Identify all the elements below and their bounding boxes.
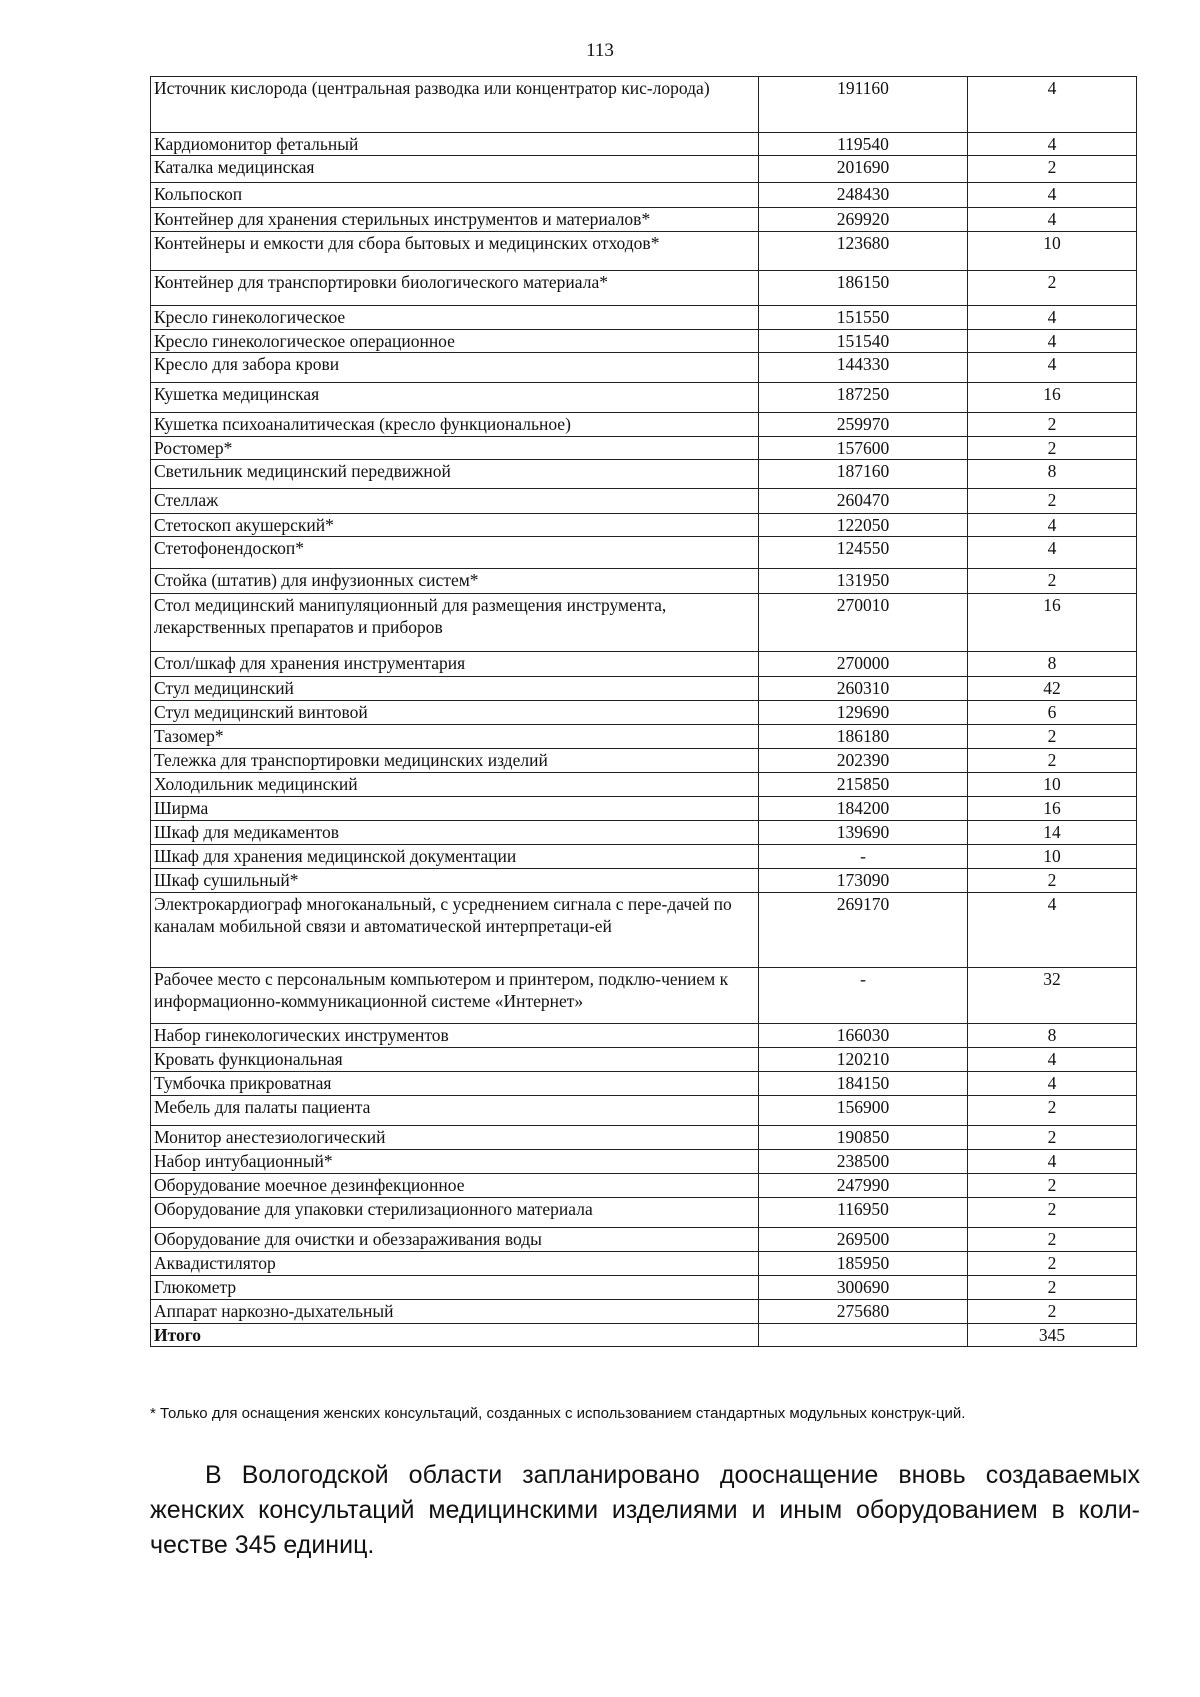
cell-name: Набор гинекологических инструментов xyxy=(151,1024,759,1048)
cell-qty: 2 xyxy=(968,725,1137,749)
cell-code: 300690 xyxy=(759,1276,968,1300)
cell-code: 269920 xyxy=(759,208,968,232)
cell-qty: 2 xyxy=(968,1174,1137,1198)
footnote: * Только для оснащения женских консультаций, созданных с использованием стандартных модульных конструк-ций. xyxy=(150,1405,966,1422)
cell-qty: 2 xyxy=(968,1096,1137,1126)
cell-name: Кушетка психоаналитическая (кресло функциональное) xyxy=(151,413,759,437)
cell-name: Кардиомонитор фетальный xyxy=(151,133,759,156)
cell-qty: 2 xyxy=(968,437,1137,460)
cell-code: 269500 xyxy=(759,1228,968,1252)
cell-qty: 4 xyxy=(968,183,1137,208)
cell-qty: 2 xyxy=(968,1126,1137,1150)
table-row xyxy=(151,306,1137,330)
cell-name: Стеллаж xyxy=(151,489,759,514)
table-row xyxy=(151,77,1137,133)
cell-code: 260470 xyxy=(759,489,968,514)
cell-name: Источник кислорода (центральная разводка или концентратор кис-лорода) xyxy=(151,77,759,133)
cell-code: 157600 xyxy=(759,437,968,460)
cell-code: 144330 xyxy=(759,353,968,383)
table-row xyxy=(151,537,1137,569)
cell-qty: 2 xyxy=(968,1276,1137,1300)
table-row xyxy=(151,869,1137,893)
cell-qty: 14 xyxy=(968,821,1137,845)
cell-name: Кресло гинекологическое xyxy=(151,306,759,330)
cell-name: Шкаф для медикаментов xyxy=(151,821,759,845)
table-row xyxy=(151,773,1137,797)
cell-qty: 32 xyxy=(968,968,1137,1024)
table-row xyxy=(151,594,1137,652)
cell-code: 116950 xyxy=(759,1198,968,1228)
equipment-table-body xyxy=(151,77,1137,1347)
cell-name: Тазомер* xyxy=(151,725,759,749)
cell-qty: 6 xyxy=(968,701,1137,725)
cell-code: 259970 xyxy=(759,413,968,437)
cell-code: 191160 xyxy=(759,77,968,133)
table-row xyxy=(151,1198,1137,1228)
cell-qty: 2 xyxy=(968,869,1137,893)
cell-code: 129690 xyxy=(759,701,968,725)
table-row xyxy=(151,1126,1137,1150)
table-row xyxy=(151,797,1137,821)
total-code xyxy=(759,1324,968,1347)
page-number: 113 xyxy=(586,40,614,61)
cell-name: Шкаф для хранения медицинской документации xyxy=(151,845,759,869)
cell-qty: 4 xyxy=(968,330,1137,353)
table-row xyxy=(151,383,1137,413)
cell-code: 275680 xyxy=(759,1300,968,1324)
table-row xyxy=(151,183,1137,208)
cell-code: 215850 xyxy=(759,773,968,797)
table-row xyxy=(151,413,1137,437)
cell-code: 186150 xyxy=(759,271,968,306)
cell-name: Электрокардиограф многоканальный, с усреднением сигнала с пере-дачей по каналам мобильной связи и автоматической интерпретаци-ей xyxy=(151,893,759,968)
cell-name: Стол медицинский манипуляционный для размещения инструмента, лекарственных препаратов и приборов xyxy=(151,594,759,652)
table-row xyxy=(151,725,1137,749)
cell-code: 187160 xyxy=(759,460,968,489)
cell-code: 123680 xyxy=(759,232,968,271)
cell-qty: 16 xyxy=(968,797,1137,821)
cell-code: 184200 xyxy=(759,797,968,821)
table-row xyxy=(151,701,1137,725)
summary-paragraph: В Вологодской области запланировано дооснащение вновь создаваемых женских консультаций медицинскими изделиями и иным оборудованием в коли-честве 345 единиц. xyxy=(150,1461,1140,1559)
cell-name: Мебель для палаты пациента xyxy=(151,1096,759,1126)
cell-name: Кушетка медицинская xyxy=(151,383,759,413)
table-row xyxy=(151,1276,1137,1300)
cell-code: 173090 xyxy=(759,869,968,893)
cell-name: Стойка (штатив) для инфузионных систем* xyxy=(151,569,759,594)
cell-code: - xyxy=(759,968,968,1024)
table-row xyxy=(151,569,1137,594)
cell-code: 260310 xyxy=(759,677,968,701)
table-row xyxy=(151,652,1137,677)
cell-code: - xyxy=(759,845,968,869)
cell-qty: 8 xyxy=(968,1024,1137,1048)
cell-name: Ростомер* xyxy=(151,437,759,460)
cell-qty: 16 xyxy=(968,594,1137,652)
cell-code: 238500 xyxy=(759,1150,968,1174)
table-row xyxy=(151,133,1137,156)
table-row xyxy=(151,1174,1137,1198)
cell-code: 248430 xyxy=(759,183,968,208)
cell-qty: 2 xyxy=(968,569,1137,594)
table-row xyxy=(151,893,1137,968)
cell-name: Контейнеры и емкости для сбора бытовых и медицинских отходов* xyxy=(151,232,759,271)
cell-qty: 4 xyxy=(968,893,1137,968)
cell-name: Контейнер для хранения стерильных инструментов и материалов* xyxy=(151,208,759,232)
cell-name: Глюкометр xyxy=(151,1276,759,1300)
cell-qty: 8 xyxy=(968,460,1137,489)
cell-qty: 2 xyxy=(968,413,1137,437)
cell-name: Оборудование для очистки и обеззараживания воды xyxy=(151,1228,759,1252)
cell-code: 187250 xyxy=(759,383,968,413)
cell-code: 185950 xyxy=(759,1252,968,1276)
cell-code: 247990 xyxy=(759,1174,968,1198)
cell-qty: 42 xyxy=(968,677,1137,701)
cell-qty: 2 xyxy=(968,1300,1137,1324)
cell-code: 166030 xyxy=(759,1024,968,1048)
cell-name: Стул медицинский xyxy=(151,677,759,701)
cell-qty: 4 xyxy=(968,1048,1137,1072)
cell-code: 202390 xyxy=(759,749,968,773)
cell-qty: 2 xyxy=(968,156,1137,183)
table-row xyxy=(151,271,1137,306)
equipment-table xyxy=(150,76,1137,1347)
cell-qty: 10 xyxy=(968,773,1137,797)
cell-name: Тумбочка прикроватная xyxy=(151,1072,759,1096)
cell-qty: 4 xyxy=(968,537,1137,569)
cell-code: 119540 xyxy=(759,133,968,156)
table-row xyxy=(151,514,1137,537)
cell-name: Кресло для забора крови xyxy=(151,353,759,383)
cell-qty: 4 xyxy=(968,133,1137,156)
cell-name: Шкаф сушильный* xyxy=(151,869,759,893)
cell-code: 269170 xyxy=(759,893,968,968)
cell-code: 201690 xyxy=(759,156,968,183)
table-row xyxy=(151,437,1137,460)
cell-name: Кольпоскоп xyxy=(151,183,759,208)
cell-name: Стетоскоп акушерский* xyxy=(151,514,759,537)
total-row xyxy=(151,1324,1137,1347)
cell-name: Аквадистилятор xyxy=(151,1252,759,1276)
cell-name: Стол/шкаф для хранения инструментария xyxy=(151,652,759,677)
table-row xyxy=(151,208,1137,232)
cell-name: Светильник медицинский передвижной xyxy=(151,460,759,489)
table-row xyxy=(151,749,1137,773)
cell-qty: 2 xyxy=(968,1198,1137,1228)
cell-qty: 2 xyxy=(968,271,1137,306)
cell-name: Рабочее место с персональным компьютером и принтером, подклю-чением к информационно-коммуникационной системе «Интернет» xyxy=(151,968,759,1024)
total-qty: 345 xyxy=(968,1324,1137,1347)
table-row xyxy=(151,1252,1137,1276)
cell-qty: 4 xyxy=(968,1072,1137,1096)
cell-qty: 2 xyxy=(968,1252,1137,1276)
table-row xyxy=(151,489,1137,514)
cell-code: 156900 xyxy=(759,1096,968,1126)
table-row xyxy=(151,677,1137,701)
table-row xyxy=(151,156,1137,183)
cell-name: Ширма xyxy=(151,797,759,821)
cell-name: Каталка медицинская xyxy=(151,156,759,183)
cell-qty: 4 xyxy=(968,306,1137,330)
cell-name: Стетофонендоскоп* xyxy=(151,537,759,569)
cell-name: Кровать функциональная xyxy=(151,1048,759,1072)
cell-qty: 16 xyxy=(968,383,1137,413)
cell-code: 139690 xyxy=(759,821,968,845)
cell-code: 131950 xyxy=(759,569,968,594)
table-row xyxy=(151,968,1137,1024)
table-row xyxy=(151,821,1137,845)
table-row xyxy=(151,330,1137,353)
cell-qty: 10 xyxy=(968,845,1137,869)
cell-name: Тележка для транспортировки медицинских изделий xyxy=(151,749,759,773)
table-row xyxy=(151,1300,1137,1324)
table-row xyxy=(151,353,1137,383)
cell-code: 186180 xyxy=(759,725,968,749)
cell-qty: 2 xyxy=(968,1228,1137,1252)
cell-name: Набор интубационный* xyxy=(151,1150,759,1174)
cell-code: 120210 xyxy=(759,1048,968,1072)
cell-name: Стул медицинский винтовой xyxy=(151,701,759,725)
cell-code: 270010 xyxy=(759,594,968,652)
cell-qty: 4 xyxy=(968,208,1137,232)
table-row xyxy=(151,1072,1137,1096)
cell-code: 151550 xyxy=(759,306,968,330)
table-row xyxy=(151,1048,1137,1072)
table-row xyxy=(151,460,1137,489)
cell-qty: 2 xyxy=(968,489,1137,514)
table-row xyxy=(151,1024,1137,1048)
cell-name: Монитор анестезиологический xyxy=(151,1126,759,1150)
cell-code: 151540 xyxy=(759,330,968,353)
cell-code: 122050 xyxy=(759,514,968,537)
cell-qty: 10 xyxy=(968,232,1137,271)
cell-code: 124550 xyxy=(759,537,968,569)
table-row xyxy=(151,232,1137,271)
cell-name: Оборудование для упаковки стерилизационного материала xyxy=(151,1198,759,1228)
cell-qty: 8 xyxy=(968,652,1137,677)
cell-name: Холодильник медицинский xyxy=(151,773,759,797)
table-row xyxy=(151,845,1137,869)
cell-code: 184150 xyxy=(759,1072,968,1096)
cell-qty: 4 xyxy=(968,353,1137,383)
cell-qty: 4 xyxy=(968,514,1137,537)
table-row xyxy=(151,1150,1137,1174)
cell-qty: 2 xyxy=(968,749,1137,773)
table-row xyxy=(151,1228,1137,1252)
cell-code: 190850 xyxy=(759,1126,968,1150)
total-label: Итого xyxy=(151,1324,759,1347)
cell-code: 270000 xyxy=(759,652,968,677)
cell-name: Оборудование моечное дезинфекционное xyxy=(151,1174,759,1198)
cell-name: Аппарат наркозно-дыхательный xyxy=(151,1300,759,1324)
cell-name: Контейнер для транспортировки биологического материала* xyxy=(151,271,759,306)
cell-qty: 4 xyxy=(968,1150,1137,1174)
table-row xyxy=(151,1096,1137,1126)
cell-qty: 4 xyxy=(968,77,1137,133)
cell-name: Кресло гинекологическое операционное xyxy=(151,330,759,353)
